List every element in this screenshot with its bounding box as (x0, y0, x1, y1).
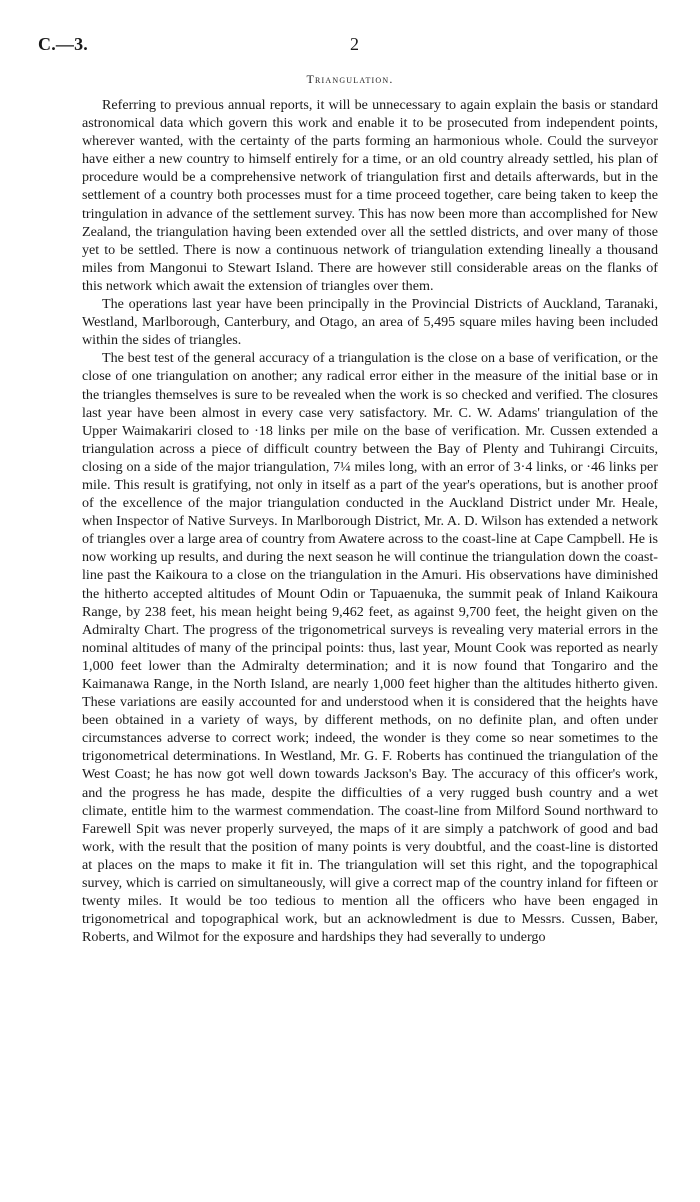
page-header (38, 34, 662, 58)
body-text (82, 96, 658, 946)
paragraph: The operations last year have been principally in the Provincial Districts of Auckland, Taranaki, Westland, Marlborough, Canterbury, and Otago, an area of 5,495 square miles having been included within the sides of triangles. (82, 296, 658, 349)
section-title: Triangulation. (306, 72, 394, 86)
document-reference: C.—3. (38, 34, 88, 54)
paragraph: Referring to previous annual reports, it will be unnecessary to again explain the basis or standard astronomical data which govern this work and enable it to be prosecuted from independent points, wherever wanted, with the certainty of the parts forming an harmonious whole. Could the surveyor have either a new country to himself entirely for a time, or an old country already settled, his plan of procedure would be a comprehensive network of triangulation first and details afterwards, but in the settlement of a country both processes must for a time proceed together, care being taken to keep the tringulation in advance of the settlement survey. This has now been more than accomplished for New Zealand, the triangulation having been extended over all the settled districts, and over many of those yet to be settled. There is now a continuous network of triangulation extending lineally a thousand miles from Mangonui to Stewart Island. There are however still considerable areas on the flanks of this network which await the extension of triangles over them. (82, 97, 658, 294)
page-number: 2 (350, 34, 360, 54)
paragraph: The best test of the general accuracy of a triangulation is the close on a base of verification, or the close of one triangulation on another; any radical error either in the measure of the initial base or in the triangles themselves is sure to be revealed when the work is so checked and verified. The closures last year have been almost in every case very satisfactory. Mr. C. W. Adams' triangulation of the Upper Waimakariri closed to ·18 links per mile on the base of verification. Mr. Cussen extended a triangulation across a piece of difficult country between the Bay of Plenty and Tuhirangi Circuits, closing on a side of the major triangulation, 7¼ miles long, with an error of 3·4 links, or ·46 links per mile. This result is gratifying, not only in itself as a part of the year's operations, but is another proof of the excellence of the major triangulation conducted in the Auckland District under Mr. Heale, when Inspector of Native Surveys. In Marlborough District, Mr. A. D. Wilson has extended a network of triangles over a large area of country from Awatere across to the coast-line at Cape Campbell. He is now working up results, and during the next season he will continue the triangulation down the coast-line past the Kaikoura to a close on the triangulation in the Amuri. His observations have diminished the hitherto accepted altitudes of Mount Odin or Tapuaenuka, the summit peak of Inland Kaikoura Range, by 238 feet, his mean height being 9,462 feet, as against 9,700 feet, the height given on the Admiralty Chart. The progress of the trigonometrical surveys is revealing very material errors in the nominal altitudes of many of the principal points: thus, last year, Mount Cook was reported as nearly 1,000 feet lower than the Admiralty determination; and it is now found that Tongariro and the Kaimanawa Range, in the North Island, are nearly 1,000 feet higher than the altitudes hitherto given. These variations are easily accounted for and understood when it is considered that the heights have been obtained in a variety of ways, by different methods, on no definite plan, and often under circumstances adverse to correct work; indeed, the wonder is they come so near sometimes to the trigonometrical determinations. In Westland, Mr. G. F. Roberts has continued the triangulation of the West Coast; he has now got well down towards Jackson's Bay. The accuracy of this officer's work, and the progress he has made, despite the difficulties of a very rugged bush country and a wet climate, entitle him to the warmest commendation. The coast-line from Milford Sound northward to Farewell Spit was never properly surveyed, the maps of it are simply a patchwork of good and bad work, with the result that the position of many points is very doubtful, and the coast-line is distorted at places on the maps to make it fit in. The triangulation will set this right, and the topographical survey, which is carried on simultaneously, will give a correct map of the country inland for fifteen or twenty miles. It would be too tedious to mention all the officers who have been engaged in trigonometrical and topographical work, but an acknowledment is due to Messrs. Cussen, Baber, Roberts, and Wilmot for the exposure and hardships they had severally to undergo (82, 350, 658, 946)
